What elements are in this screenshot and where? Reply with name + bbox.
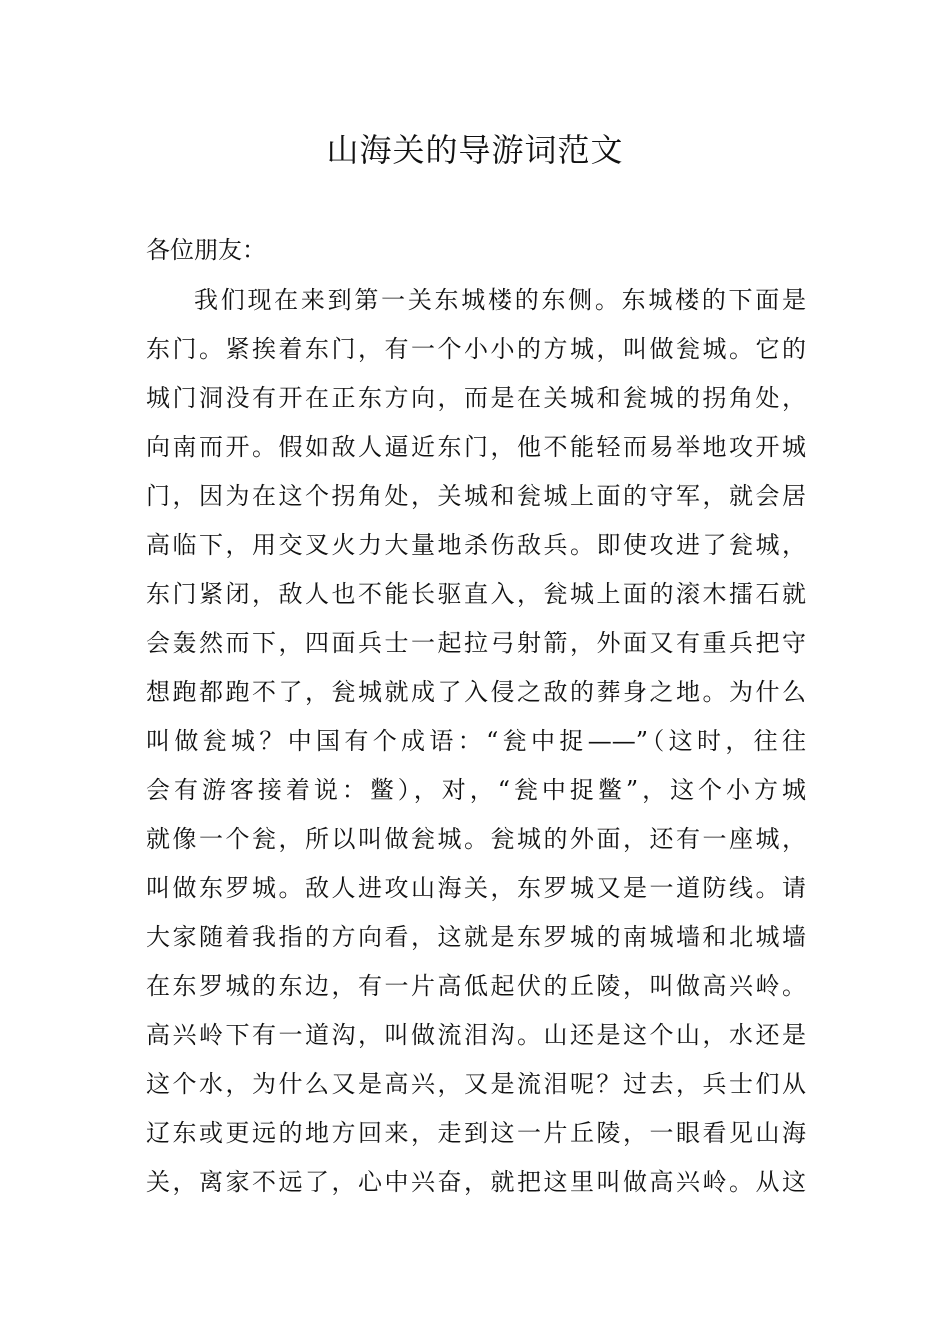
body-line: 高兴岭下有一道沟，叫做流泪沟。山还是这个山，水还是 [146,1021,806,1049]
document-title: 山海关的导游词范文 [326,131,624,169]
body-line: 东门。紧挨着东门，有一个小小的方城，叫做瓮城。它的 [146,335,806,363]
body-line: 就像一个瓮，所以叫做瓮城。瓮城的外面，还有一座城， [146,825,806,853]
body-line: 高临下，用交叉火力大量地杀伤敌兵。即使攻进了瓮城， [146,531,806,559]
body-line: 这个水，为什么又是高兴，又是流泪呢？过去，兵士们从 [146,1070,806,1098]
body-line: 会轰然而下，四面兵士一起拉弓射箭，外面又有重兵把守 [146,629,806,657]
body-line: 门，因为在这个拐角处，关城和瓮城上面的守军，就会居 [146,482,806,510]
body-line: 向南而开。假如敌人逼近东门，他不能轻而易举地攻开城 [146,433,806,461]
body-line: 叫做瓮城？中国有个成语：“瓮中捉——”（这时，往往 [146,727,806,755]
body-line: 关，离家不远了，心中兴奋，就把这里叫做高兴岭。从这 [146,1168,806,1196]
body-line: 在东罗城的东边，有一片高低起伏的丘陵，叫做高兴岭。 [146,972,806,1000]
body-paragraph [146,276,806,1207]
body-line: 想跑都跑不了，瓮城就成了入侵之敌的葬身之地。为什么 [146,678,806,706]
body-line: 东门紧闭，敌人也不能长驱直入，瓮城上面的滚木擂石就 [146,580,806,608]
body-line: 会有游客接着说：鳖），对，“瓮中捉鳖”，这个小方城 [146,776,806,804]
salutation: 各位朋友： [146,236,266,264]
body-line: 城门洞没有开在正东方向，而是在关城和瓮城的拐角处， [146,384,806,412]
body-line: 我们现在来到第一关东城楼的东侧。东城楼的下面是 [194,286,806,314]
body-line: 叫做东罗城。敌人进攻山海关，东罗城又是一道防线。请 [146,874,806,902]
body-line: 辽东或更远的地方回来，走到这一片丘陵，一眼看见山海 [146,1119,806,1147]
body-line: 大家随着我指的方向看，这就是东罗城的南城墙和北城墙 [146,923,806,951]
